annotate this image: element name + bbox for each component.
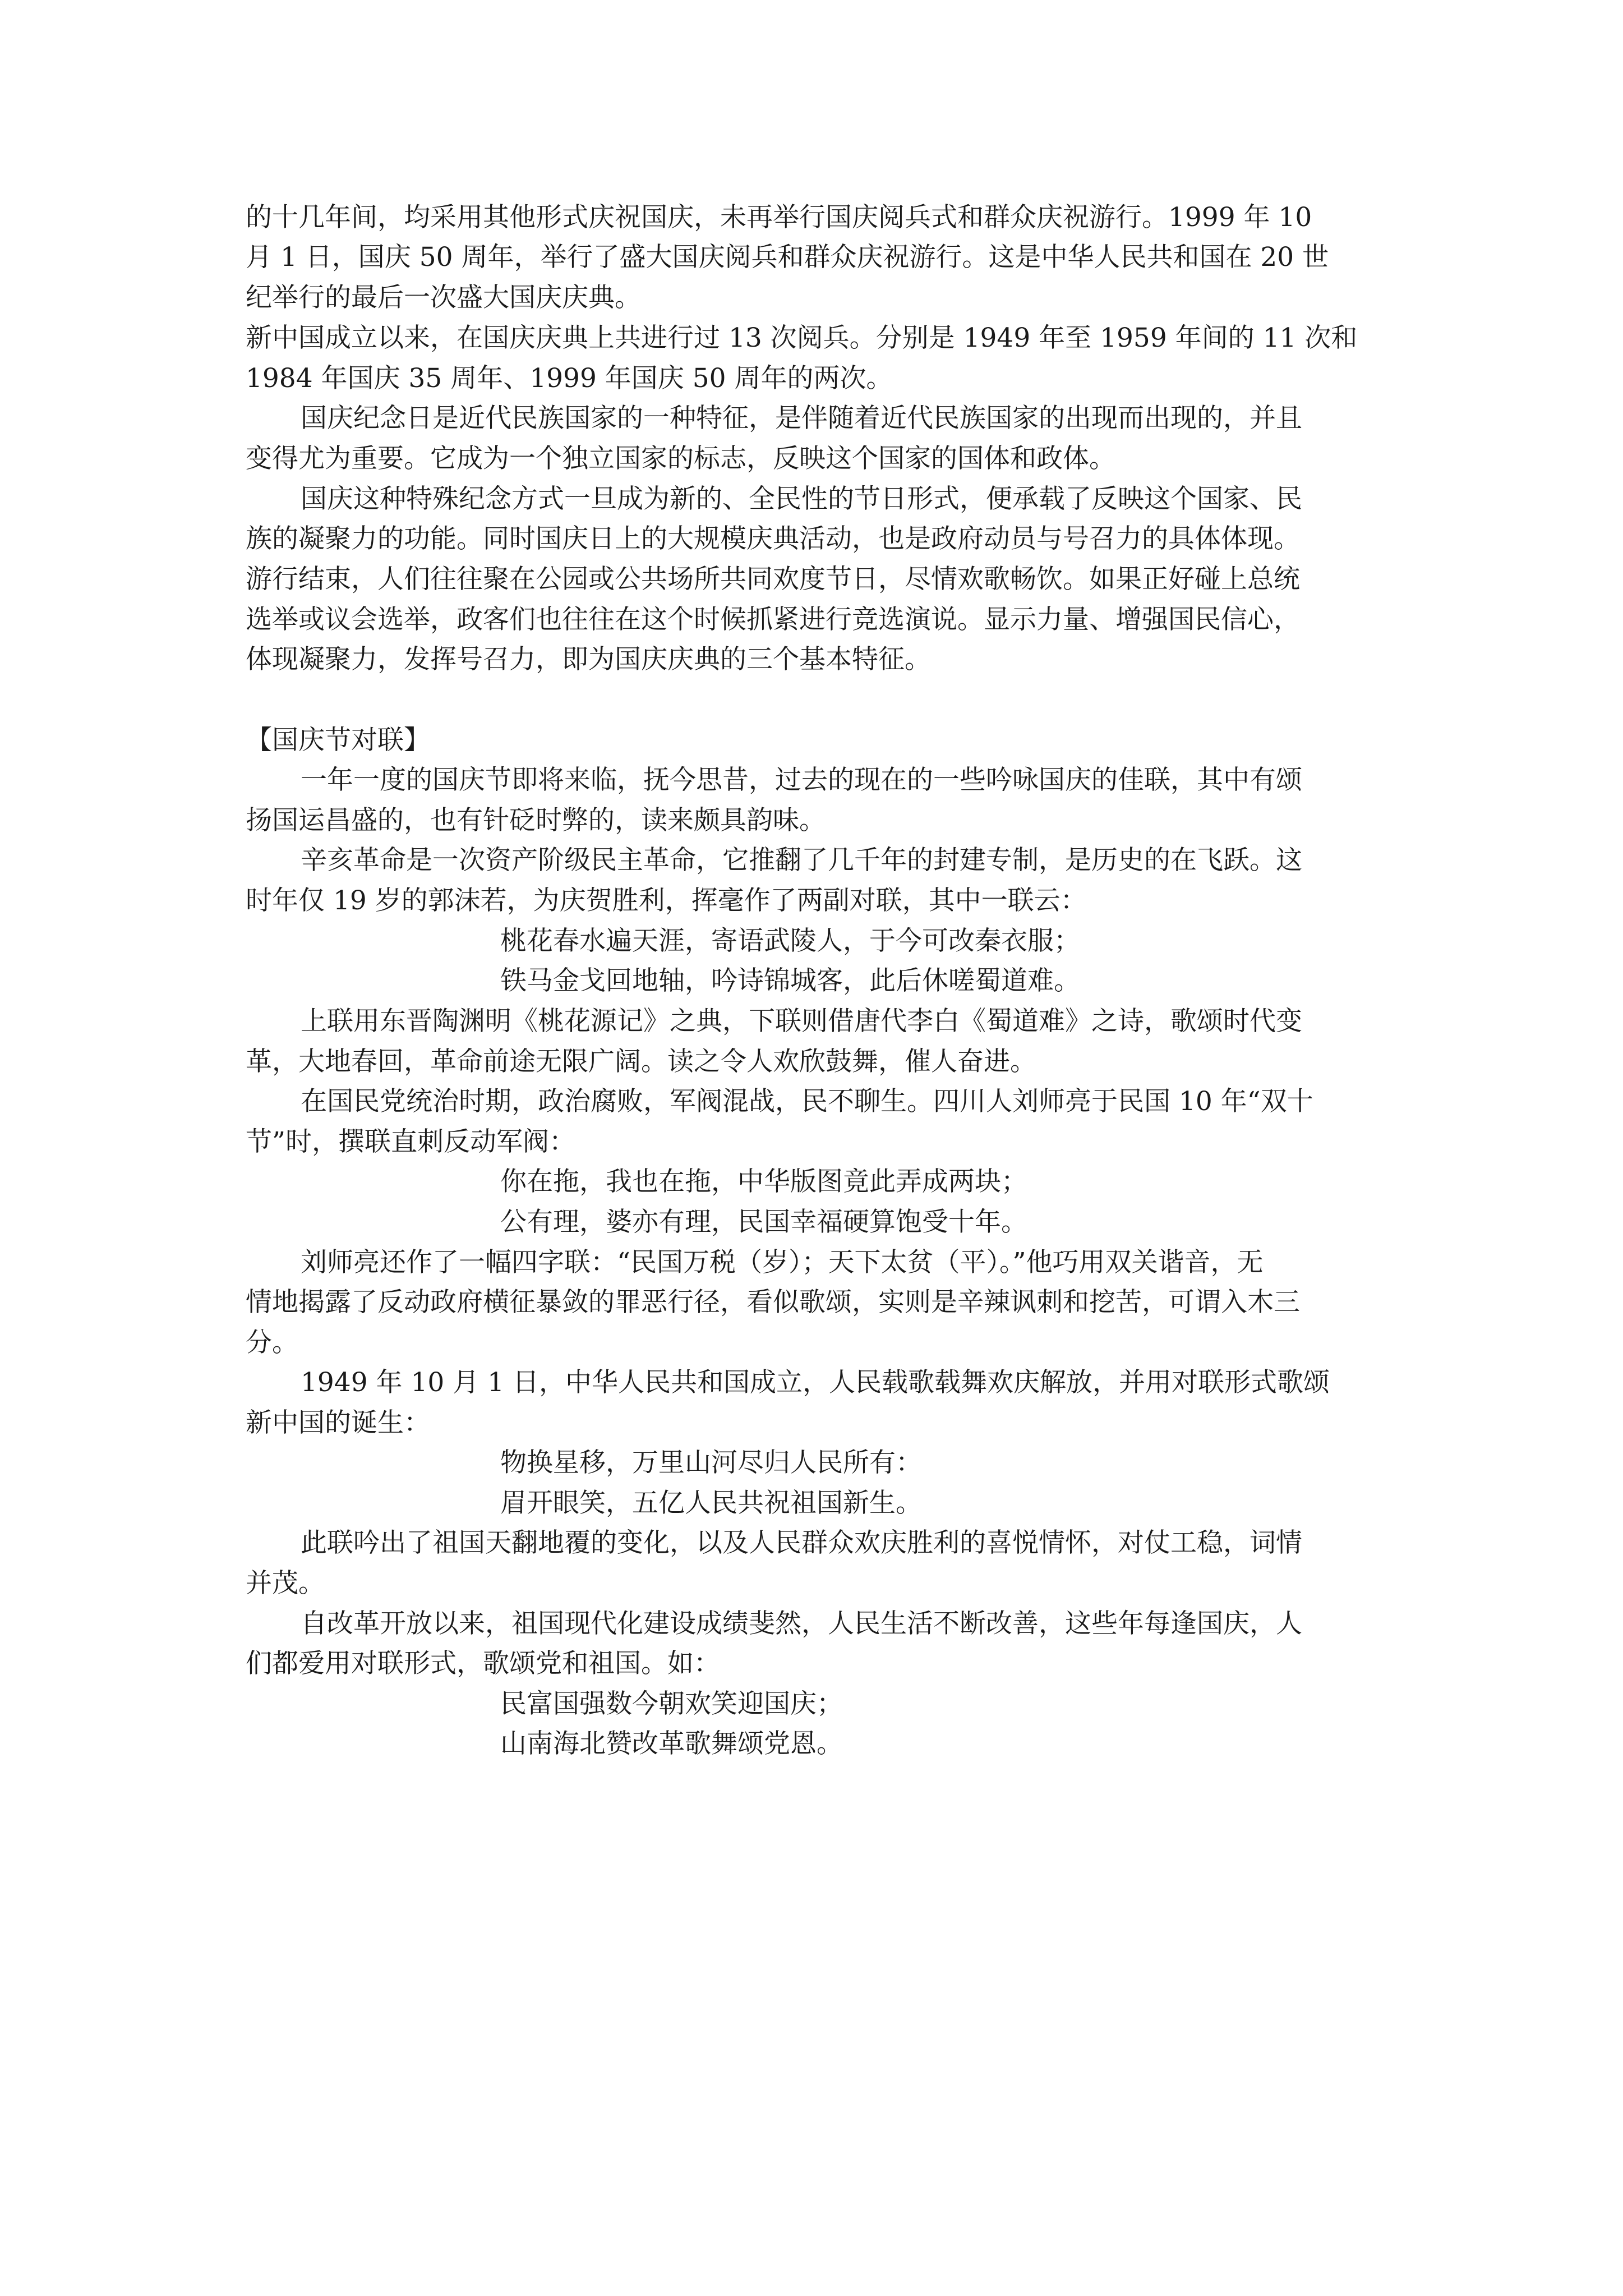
text-line: 时年仅 19 岁的郭沫若，为庆贺胜利，挥毫作了两副对联，其中一联云： bbox=[246, 885, 1087, 916]
couplet-line: 物换星移，万里山河尽归人民所有： bbox=[500, 1447, 922, 1478]
paragraph-first-line: 上联用东晋陶渊明《桃花源记》之典，下联则借唐代李白《蜀道难》之诗，歌颂时代变 bbox=[301, 1006, 1302, 1037]
couplet-line: 公有理，婆亦有理，民国幸福硬算饱受十年。 bbox=[500, 1207, 1027, 1237]
paragraph-first-line: 国庆纪念日是近代民族国家的一种特征，是伴随着近代民族国家的出现而出现的，并且 bbox=[301, 403, 1302, 434]
text-line: 选举或议会选举，政客们也往往在这个时候抓紧进行竞选演说。显示力量、增强国民信心， bbox=[246, 604, 1300, 635]
couplet-line: 桃花春水遍天涯，寄语武陵人，于今可改秦衣服； bbox=[500, 926, 1080, 956]
text-line: 游行结束，人们往往聚在公园或公共场所共同欢度节日，尽情欢歌畅饮。如果正好碰上总统 bbox=[246, 564, 1300, 595]
couplet-line: 铁马金戈回地轴，吟诗锦城客，此后休嗟蜀道难。 bbox=[500, 965, 1080, 996]
text-line: 情地揭露了反动政府横征暴敛的罪恶行径，看似歌颂，实则是辛辣讽刺和挖苦，可谓入木三 bbox=[246, 1287, 1300, 1318]
paragraph-first-line: 刘师亮还作了一幅四字联：“民国万税（岁）；天下太贫（平）。”他巧用双关谐音，无 bbox=[301, 1247, 1264, 1278]
paragraph-first-line: 在国民党统治时期，政治腐败，军阀混战，民不聊生。四川人刘师亮于民国 10 年“双十 bbox=[301, 1086, 1313, 1117]
paragraph-first-line: 辛亥革命是一次资产阶级民主革命，它推翻了几千年的封建专制，是历史的在飞跃。这 bbox=[301, 845, 1302, 876]
text-line: 体现凝聚力，发挥号召力，即为国庆庆典的三个基本特征。 bbox=[246, 644, 931, 675]
couplet-line: 眉开眼笑，五亿人民共祝祖国新生。 bbox=[500, 1488, 922, 1519]
text-line: 族的凝聚力的功能。同时国庆日上的大规模庆典活动，也是政府动员与号召力的具体体现。 bbox=[246, 523, 1300, 554]
text-line: 1984 年国庆 35 周年、1999 年国庆 50 周年的两次。 bbox=[246, 363, 893, 394]
text-line: 月 1 日，国庆 50 周年，举行了盛大国庆阅兵和群众庆祝游行。这是中华人民共和国在 20 世 bbox=[246, 242, 1329, 273]
couplet-line: 民富国强数今朝欢笑迎国庆； bbox=[500, 1688, 843, 1719]
paragraph-first-line: 一年一度的国庆节即将来临，抚今思昔，过去的现在的一些吟咏国庆的佳联，其中有颂 bbox=[301, 765, 1302, 795]
paragraph-first-line: 此联吟出了祖国天翻地覆的变化，以及人民群众欢庆胜利的喜悦情怀，对仗工稳，词情 bbox=[301, 1527, 1302, 1558]
paragraph-first-line: 自改革开放以来，祖国现代化建设成绩斐然，人民生活不断改善，这些年每逢国庆，人 bbox=[301, 1608, 1302, 1639]
text-line: 变得尤为重要。它成为一个独立国家的标志，反映这个国家的国体和政体。 bbox=[246, 443, 1115, 474]
couplet-line: 你在拖，我也在拖，中华版图竟此弄成两块； bbox=[500, 1166, 1027, 1197]
couplet-line: 山南海北赞改革歌舞颂党恩。 bbox=[500, 1728, 843, 1759]
section-heading: 【国庆节对联】 bbox=[246, 725, 430, 756]
text-line: 新中国成立以来，在国庆庆典上共进行过 13 次阅兵。分别是 1949 年至 1959 年间的 11 次和 bbox=[246, 323, 1358, 353]
text-line: 节”时，撰联直刺反动军阀： bbox=[246, 1126, 576, 1157]
text-line: 并茂。 bbox=[246, 1568, 325, 1599]
text-line: 扬国运昌盛的，也有针砭时弊的，读来颇具韵味。 bbox=[246, 805, 826, 836]
text-line: 革，大地春回，革命前途无限广阔。读之令人欢欣鼓舞，催人奋进。 bbox=[246, 1046, 1036, 1077]
text-line: 们都爱用对联形式，歌颂党和祖国。如： bbox=[246, 1648, 720, 1679]
text-line: 新中国的诞生： bbox=[246, 1407, 430, 1438]
text-line: 的十几年间，均采用其他形式庆祝国庆，未再举行国庆阅兵式和群众庆祝游行。1999 年 10 bbox=[246, 202, 1312, 233]
paragraph-first-line: 国庆这种特殊纪念方式一旦成为新的、全民性的节日形式，便承载了反映这个国家、民 bbox=[301, 484, 1302, 514]
text-line: 纪举行的最后一次盛大国庆庆典。 bbox=[246, 282, 641, 313]
text-line: 分。 bbox=[246, 1327, 298, 1358]
paragraph-first-line: 1949 年 10 月 1 日，中华人民共和国成立，人民载歌载舞欢庆解放，并用对联形式歌颂 bbox=[301, 1367, 1330, 1398]
